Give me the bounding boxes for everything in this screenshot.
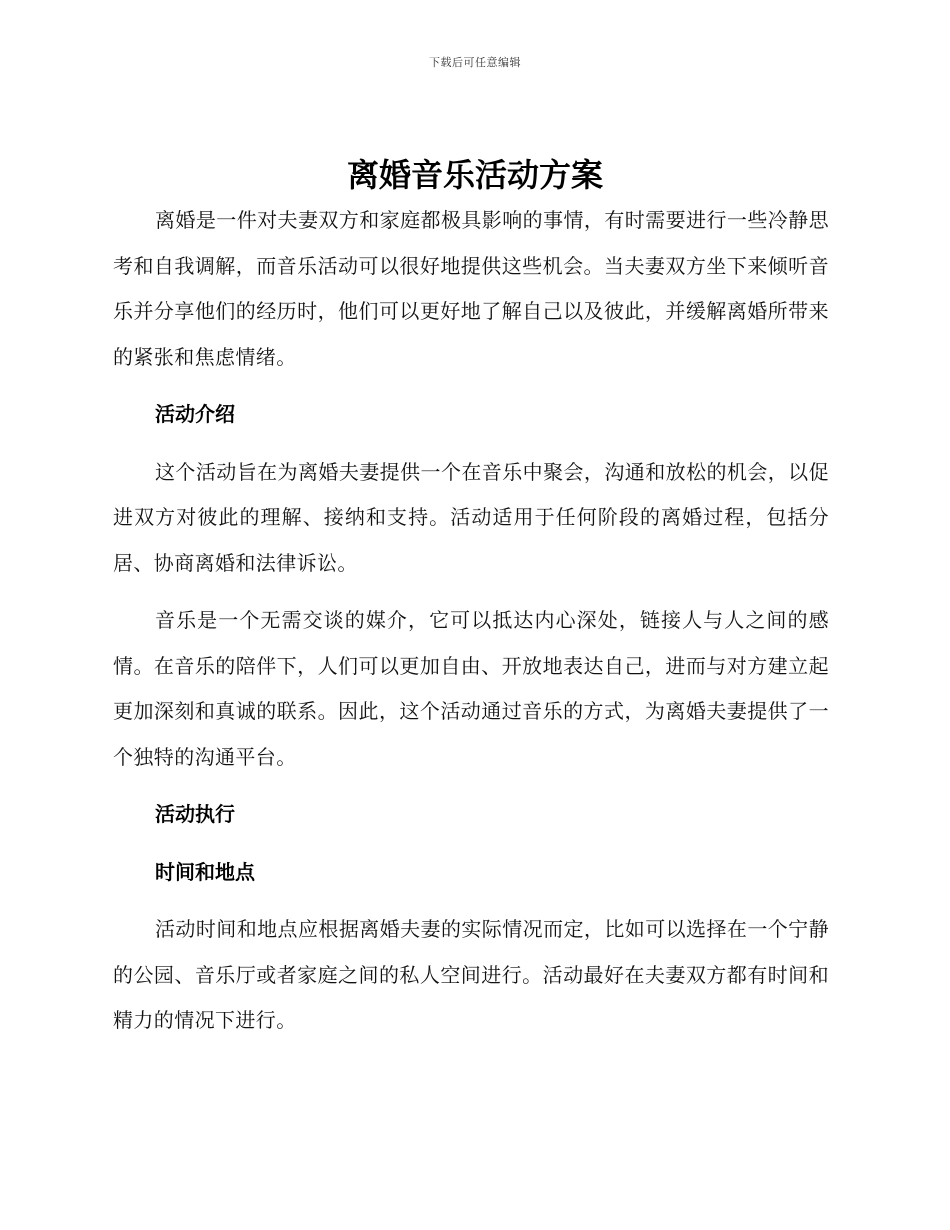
- intro-paragraph: 离婚是一件对夫妻双方和家庭都极具影响的事情，有时需要进行一些冷静思考和自我调解，而音乐活动可以很好地提供这些机会。当夫妻双方坐下来倾听音乐并分享他们的经历时，他们可以更好地了解自己以及彼此，并缓解离婚所带来的紧张和焦虑情绪。: [113, 208, 829, 369]
- document-body: [113, 198, 829, 1044]
- section-heading-execution: 活动执行: [155, 802, 235, 826]
- intro-section-paragraph-2: 音乐是一个无需交谈的媒介，它可以抵达内心深处，链接人与人之间的感情。在音乐的陪伴下，人们可以更加自由、开放地表达自己，进而与对方建立起更加深刻和真诚的联系。因此，这个活动通过音乐的方式，为离婚夫妻提供了一个独特的沟通平台。: [113, 608, 829, 769]
- execution-paragraph: 活动时间和地点应根据离婚夫妻的实际情况而定，比如可以选择在一个宁静的公园、音乐厅或者家庭之间的私人空间进行。活动最好在夫妻双方都有时间和精力的情况下进行。: [113, 917, 829, 1032]
- section-heading-intro: 活动介绍: [155, 402, 235, 426]
- header-note: 下载后可任意编辑: [429, 56, 521, 69]
- document-title: 离婚音乐活动方案: [346, 156, 603, 194]
- intro-section-paragraph-1: 这个活动旨在为离婚夫妻提供一个在音乐中聚会，沟通和放松的机会，以促进双方对彼此的理解、接纳和支持。活动适用于任何阶段的离婚过程，包括分居、协商离婚和法律诉讼。: [113, 459, 829, 575]
- subsection-heading-time-place: 时间和地点: [155, 859, 255, 884]
